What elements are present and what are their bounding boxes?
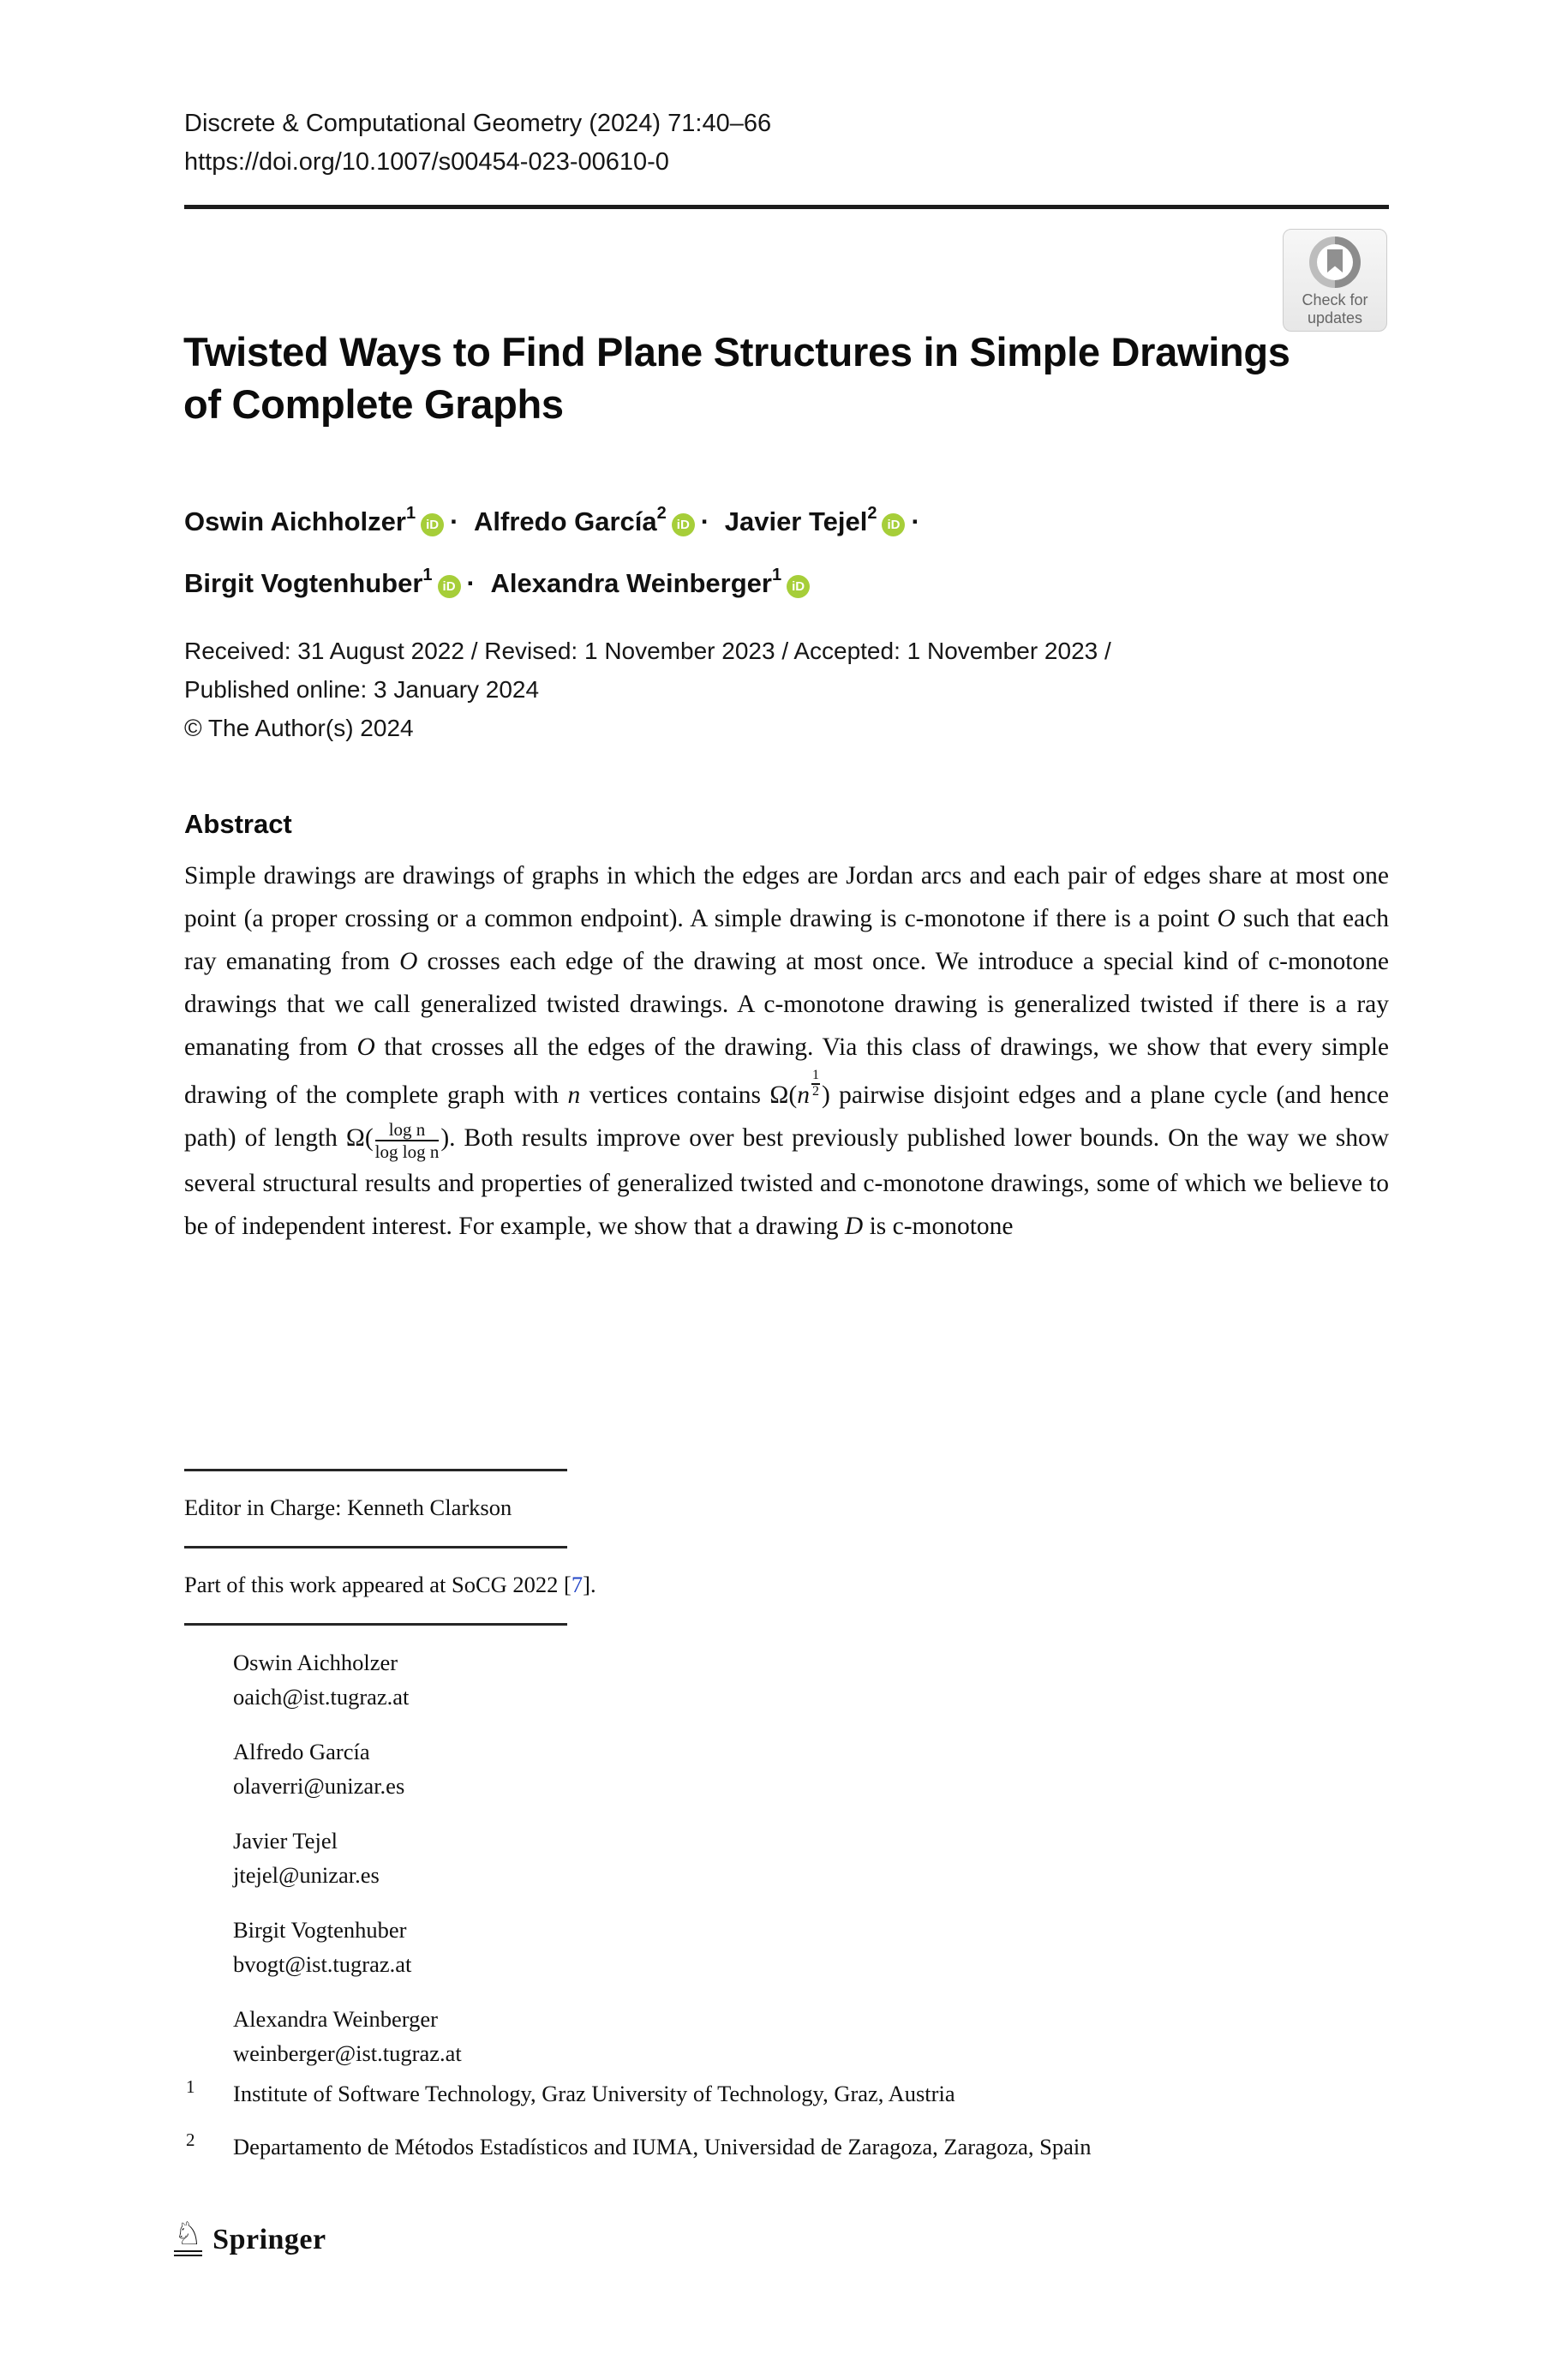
abstract-run: that crosses all the edges of the drawing. Via this class of drawings, we show that every simple drawing of the complete graph with	[184, 1033, 1389, 1109]
fraction-denominator: log log n	[374, 1141, 440, 1162]
badge-label-line2: updates	[1307, 309, 1363, 326]
fraction-numerator: 1	[811, 1069, 820, 1085]
contact-item	[233, 1824, 462, 1892]
abstract-run: crosses each edge of the drawing at most once. We introduce a special kind of c-monotone drawings that we call generalized twisted drawings. A c-monotone drawing is generalized twisted if there is a ray emanating from	[184, 948, 1389, 1061]
math-variable: n	[797, 1081, 810, 1109]
author-separator: ·	[466, 568, 476, 598]
affiliation-item	[184, 2130, 1450, 2163]
author	[725, 487, 928, 548]
badge-label	[1302, 291, 1368, 327]
abstract-run: is c-monotone	[863, 1212, 1014, 1240]
author-name: Birgit Vogtenhuber	[184, 568, 423, 598]
contact-email[interactable]: oaich@ist.tugraz.at	[233, 1684, 410, 1710]
contact-name: Alfredo García	[233, 1739, 370, 1764]
abstract-run: ). Both results improve over best previously published lower bounds. On the way we show several structural results and properties of generalized twisted and c-monotone drawings, some of which we believe to be of independent interest. For example, we show that a drawing	[184, 1123, 1389, 1240]
editor-note: Editor in Charge: Kenneth Clarkson	[184, 1494, 512, 1520]
author-superscript: 1	[405, 504, 416, 523]
contact-email[interactable]: olaverri@unizar.es	[233, 1773, 405, 1799]
math-variable: O	[1217, 905, 1236, 932]
author-name: Javier Tejel	[724, 506, 868, 536]
superscript-fraction	[811, 1069, 820, 1099]
affiliation-list	[184, 2077, 1450, 2183]
affiliation-number: 2	[186, 2129, 195, 2150]
socg-note	[184, 1572, 596, 1598]
header-divider	[184, 205, 1389, 209]
author-separator: ·	[700, 506, 710, 536]
abstract-run: Simple drawings are drawings of graphs in which the edges are Jordan arcs and each pair of edges share at most one point (a proper crossing or a common endpoint). A simple drawing is c-monotone if there is a point	[184, 862, 1389, 932]
affiliation-text: Institute of Software Technology, Graz University of Technology, Graz, Austria	[233, 2081, 955, 2106]
contact-email[interactable]: bvogt@ist.tugraz.at	[233, 1951, 412, 1977]
doi-link[interactable]: https://doi.org/10.1007/s00454-023-00610-0	[184, 148, 669, 176]
footnote-divider	[184, 1469, 567, 1471]
author-superscript: 1	[771, 566, 782, 584]
copyright-line: © The Author(s) 2024	[184, 715, 414, 741]
orcid-icon[interactable]: iD	[882, 513, 905, 536]
publisher-logo	[174, 2215, 326, 2256]
author	[491, 548, 811, 610]
affiliation-item	[184, 2077, 1450, 2110]
socg-text-before: Part of this work appeared at SoCG 2022 [	[184, 1572, 572, 1597]
abstract-text	[184, 854, 1389, 1248]
contact-name: Oswin Aichholzer	[233, 1650, 398, 1675]
author-name: Alexandra Weinberger	[490, 568, 772, 598]
footnote-divider	[184, 1546, 567, 1548]
contact-item	[233, 1734, 462, 1803]
contact-name: Birgit Vogtenhuber	[233, 1917, 407, 1943]
author-separator: ·	[911, 506, 920, 536]
abstract-run: vertices contains Ω(	[580, 1081, 798, 1109]
bookmark-circle-icon	[1309, 237, 1361, 288]
article-meta	[184, 632, 1111, 747]
journal-header	[184, 105, 771, 182]
contact-item	[233, 1913, 462, 1981]
author-separator: ·	[450, 506, 459, 536]
journal-line: Discrete & Computational Geometry (2024) 71:40–66	[184, 110, 772, 137]
received-line: Received: 31 August 2022 / Revised: 1 November 2023 / Accepted: 1 November 2023 /	[184, 638, 1111, 664]
published-line: Published online: 3 January 2024	[184, 676, 540, 703]
affiliation-number: 1	[186, 2076, 195, 2097]
contact-name: Alexandra Weinberger	[233, 2006, 438, 2032]
author	[474, 487, 717, 548]
contact-email[interactable]: jtejel@unizar.es	[233, 1862, 380, 1888]
fraction-denominator: 2	[811, 1083, 819, 1099]
contact-list	[233, 1645, 462, 2091]
orcid-icon[interactable]: iD	[438, 575, 461, 598]
math-variable: D	[844, 1212, 864, 1240]
inline-fraction	[375, 1119, 440, 1162]
orcid-icon[interactable]: iD	[787, 575, 810, 598]
fraction-numerator: log n	[375, 1119, 440, 1141]
contact-name: Javier Tejel	[233, 1828, 338, 1854]
author-list	[184, 487, 1204, 610]
orcid-icon[interactable]: iD	[672, 513, 695, 536]
contact-email[interactable]: weinberger@ist.tugraz.at	[233, 2040, 462, 2066]
author-superscript: 2	[867, 504, 877, 523]
badge-label-line1: Check for	[1302, 291, 1368, 308]
title-line-2: of Complete Graphs	[183, 381, 564, 427]
math-variable: O	[399, 948, 418, 975]
contact-item	[233, 1645, 462, 1714]
author-superscript: 1	[422, 566, 433, 584]
footnote-divider	[184, 1623, 567, 1626]
abstract-run: such that each ray emanating from	[184, 905, 1389, 975]
math-variable: n	[567, 1081, 581, 1109]
author-superscript: 2	[656, 504, 667, 523]
check-updates-badge[interactable]	[1283, 229, 1387, 332]
author	[184, 487, 466, 548]
publisher-name: Springer	[212, 2224, 326, 2255]
author-name: Oswin Aichholzer	[184, 506, 406, 536]
affiliation-text: Departamento de Métodos Estadísticos and IUMA, Universidad de Zaragoza, Zaragoza, Spain	[233, 2134, 1092, 2159]
springer-knight-icon: ♘	[174, 2218, 202, 2256]
page-title	[183, 326, 1290, 430]
title-line-1: Twisted Ways to Find Plane Structures in Simple Drawings	[183, 329, 1290, 374]
author-name: Alfredo García	[474, 506, 657, 536]
abstract-run: ) pairwise disjoint edges and a plane cycle (and hence path) of length Ω(	[184, 1081, 1389, 1152]
abstract-heading: Abstract	[184, 809, 292, 839]
author	[184, 548, 483, 610]
contact-item	[233, 2002, 462, 2070]
socg-ref-link[interactable]: 7	[571, 1572, 584, 1597]
math-variable: O	[356, 1033, 375, 1061]
orcid-icon[interactable]: iD	[421, 513, 444, 536]
socg-text-after: ].	[583, 1572, 596, 1597]
